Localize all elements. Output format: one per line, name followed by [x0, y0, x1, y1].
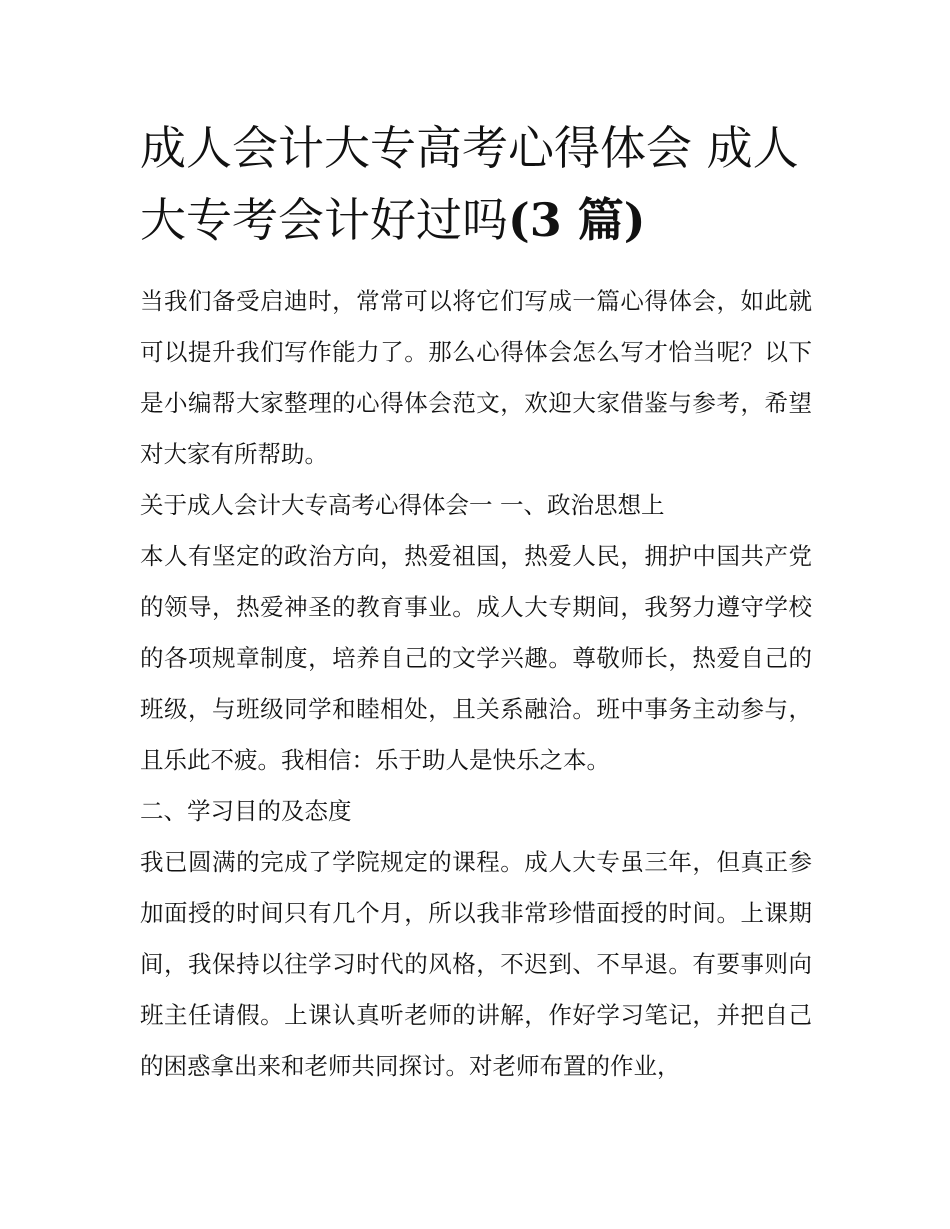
section-heading-study: 二、学习目的及态度	[140, 797, 352, 825]
section-heading-politics: 关于成人会计大专高考心得体会一 一、政治思想上	[140, 491, 665, 519]
document-title	[140, 112, 820, 256]
document-body	[140, 276, 812, 1092]
intro-paragraph: 当我们备受启迪时，常常可以将它们写成一篇心得体会，如此就可以提升我们写作能力了。那么心得体会怎么写才恰当呢？以下是小编帮大家整理的心得体会范文，欢迎大家借鉴与参考，希望对大家有所帮助。	[140, 287, 812, 468]
title-text: 成人会计大专高考心得体会 成人大专考会计好过吗	[140, 121, 799, 247]
study-paragraph: 我已圆满的完成了学院规定的课程。成人大专虽三年，但真正参加面授的时间只有几个月，所以我非常珍惜面授的时间。上课期间，我保持以往学习时代的风格，不迟到、不早退。有要事则向班主任请假。上课认真听老师的讲解，作好学习笔记，并把自己的困惑拿出来和老师共同探讨。对老师布置的作业，	[140, 848, 812, 1080]
politics-paragraph: 本人有坚定的政治方向，热爱祖国，热爱人民，拥护中国共产党的领导，热爱神圣的教育事业。成人大专期间，我努力遵守学校的各项规章制度，培养自己的文学兴趣。尊敬师长，热爱自己的班级，与班级同学和睦相处，且关系融洽。班中事务主动参与，且乐此不疲。我相信：乐于助人是快乐之本。	[140, 542, 812, 774]
title-count: (3 篇)	[508, 193, 646, 247]
